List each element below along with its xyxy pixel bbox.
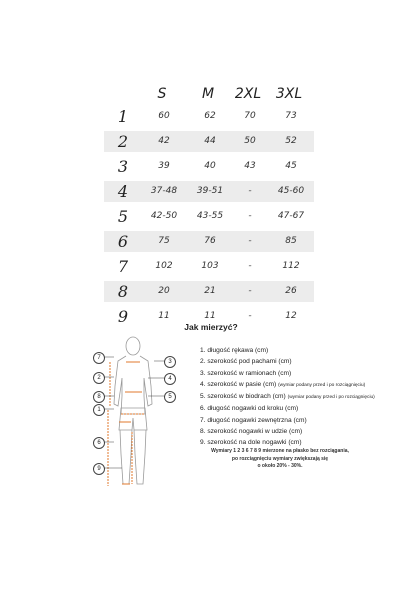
table-cell: 44 <box>204 136 216 146</box>
table-cell: - <box>248 261 252 271</box>
table-cell: - <box>248 311 252 321</box>
table-cell: 60 <box>158 111 170 121</box>
measure-title: Jak mierzyć? <box>184 322 238 332</box>
size-header-2xl: 2XL <box>234 86 262 102</box>
table-cell: 42 <box>158 136 170 146</box>
table-cell: 102 <box>155 261 173 271</box>
list-item <box>200 379 375 391</box>
size-header-3xl: 3XL <box>275 86 303 102</box>
row-number: 2 <box>117 132 129 151</box>
row-number: 8 <box>117 282 129 301</box>
list-item <box>200 437 375 448</box>
size-header-row <box>104 80 314 106</box>
figure-label: 2 <box>93 372 105 384</box>
list-item-note: (wymiar podany przed i po rozciągnięciu) <box>287 395 375 401</box>
list-item-text: 8. szerokość nogawki w udzie (cm) <box>200 428 303 436</box>
table-cell: 37-48 <box>150 186 178 196</box>
table-row <box>104 106 314 127</box>
row-number: 5 <box>117 207 129 226</box>
table-row <box>104 256 314 277</box>
table-row <box>104 206 314 227</box>
table-cell: 43-55 <box>196 211 224 221</box>
table-cell: 12 <box>285 311 297 321</box>
list-item-note: (wymiar podany przed i po rozciągnięciu) <box>278 382 366 388</box>
table-cell: 26 <box>285 286 297 296</box>
table-cell: 20 <box>158 286 170 296</box>
figure-label: 3 <box>164 356 176 368</box>
figure-label: 1 <box>93 404 105 416</box>
row-number: 9 <box>117 307 129 326</box>
table-cell: 21 <box>204 286 216 296</box>
figure-label: 9 <box>93 463 105 475</box>
table-cell: 73 <box>285 111 297 121</box>
figure-label: 8 <box>93 391 105 403</box>
table-cell: 76 <box>204 236 216 246</box>
body-figure-diagram <box>88 334 188 492</box>
table-cell: - <box>248 236 252 246</box>
list-item <box>200 415 375 426</box>
list-item <box>200 391 375 403</box>
table-row <box>104 156 314 177</box>
table-cell: 11 <box>204 311 216 321</box>
table-cell: - <box>248 186 252 196</box>
row-number: 7 <box>117 257 129 276</box>
row-number: 1 <box>117 107 129 126</box>
footnote-line: Wymiary 1 2 3 6 7 8 9 mierzone na płasko bez rozciągania, <box>211 448 349 454</box>
list-item-text: 4. szerokość w pasie (cm) <box>200 380 277 388</box>
list-item <box>200 426 375 437</box>
table-row <box>104 231 314 252</box>
table-row <box>104 281 314 302</box>
list-item-text: 9. szerokość na dole nogawki (cm) <box>200 439 302 447</box>
row-number: 4 <box>117 182 129 201</box>
list-item <box>200 345 375 356</box>
table-cell: 47-67 <box>277 211 305 221</box>
figure-label: 6 <box>93 437 105 449</box>
table-cell: 103 <box>201 261 219 271</box>
list-item-text: 5. szerokość w biodrach (cm) <box>200 393 286 401</box>
size-header-s: S <box>157 86 167 102</box>
table-cell: 112 <box>282 261 300 271</box>
table-cell: 42-50 <box>150 211 178 221</box>
measurement-footnote <box>180 448 380 471</box>
size-table <box>104 80 314 331</box>
list-item-text: 1. długość rękawa (cm) <box>200 347 269 354</box>
table-cell: 62 <box>204 111 216 121</box>
footnote-line: po rozciągnięciu wymiary zwiększają się <box>231 455 329 462</box>
list-item-text: 6. długość nogawki od kroku (cm) <box>200 405 299 413</box>
figure-label: 4 <box>164 373 176 385</box>
table-cell: 45-60 <box>277 186 305 196</box>
list-item-text: 7. długość nogawki zewnętrzna (cm) <box>200 416 307 424</box>
table-cell: 39 <box>158 161 170 171</box>
list-item <box>200 356 375 367</box>
list-item <box>200 368 375 379</box>
table-cell: 45 <box>285 161 297 171</box>
table-cell: 75 <box>158 236 170 246</box>
table-cell: 52 <box>285 136 297 146</box>
table-cell: - <box>248 286 252 296</box>
table-cell: 40 <box>204 161 216 171</box>
figure-label: 7 <box>93 352 105 364</box>
table-cell: 39-51 <box>196 186 224 196</box>
table-cell: 11 <box>158 311 170 321</box>
measurement-list <box>200 345 375 449</box>
list-item <box>200 403 375 414</box>
table-row <box>104 181 314 202</box>
row-number: 3 <box>117 157 129 176</box>
footnote-line: o około 20% - 30%. <box>257 463 303 469</box>
figure-label: 5 <box>164 391 176 403</box>
list-item-text: 3. szerokość w ramionach (cm) <box>200 369 292 377</box>
table-cell: 43 <box>244 161 256 171</box>
table-cell: 50 <box>244 136 256 146</box>
table-cell: 85 <box>285 236 297 246</box>
row-number: 6 <box>117 232 129 251</box>
table-row <box>104 131 314 152</box>
list-item-text: 2. szerokość pod pachami (cm) <box>200 358 292 366</box>
table-cell: 70 <box>244 111 256 121</box>
table-cell: - <box>248 211 252 221</box>
size-header-m: M <box>201 86 215 102</box>
